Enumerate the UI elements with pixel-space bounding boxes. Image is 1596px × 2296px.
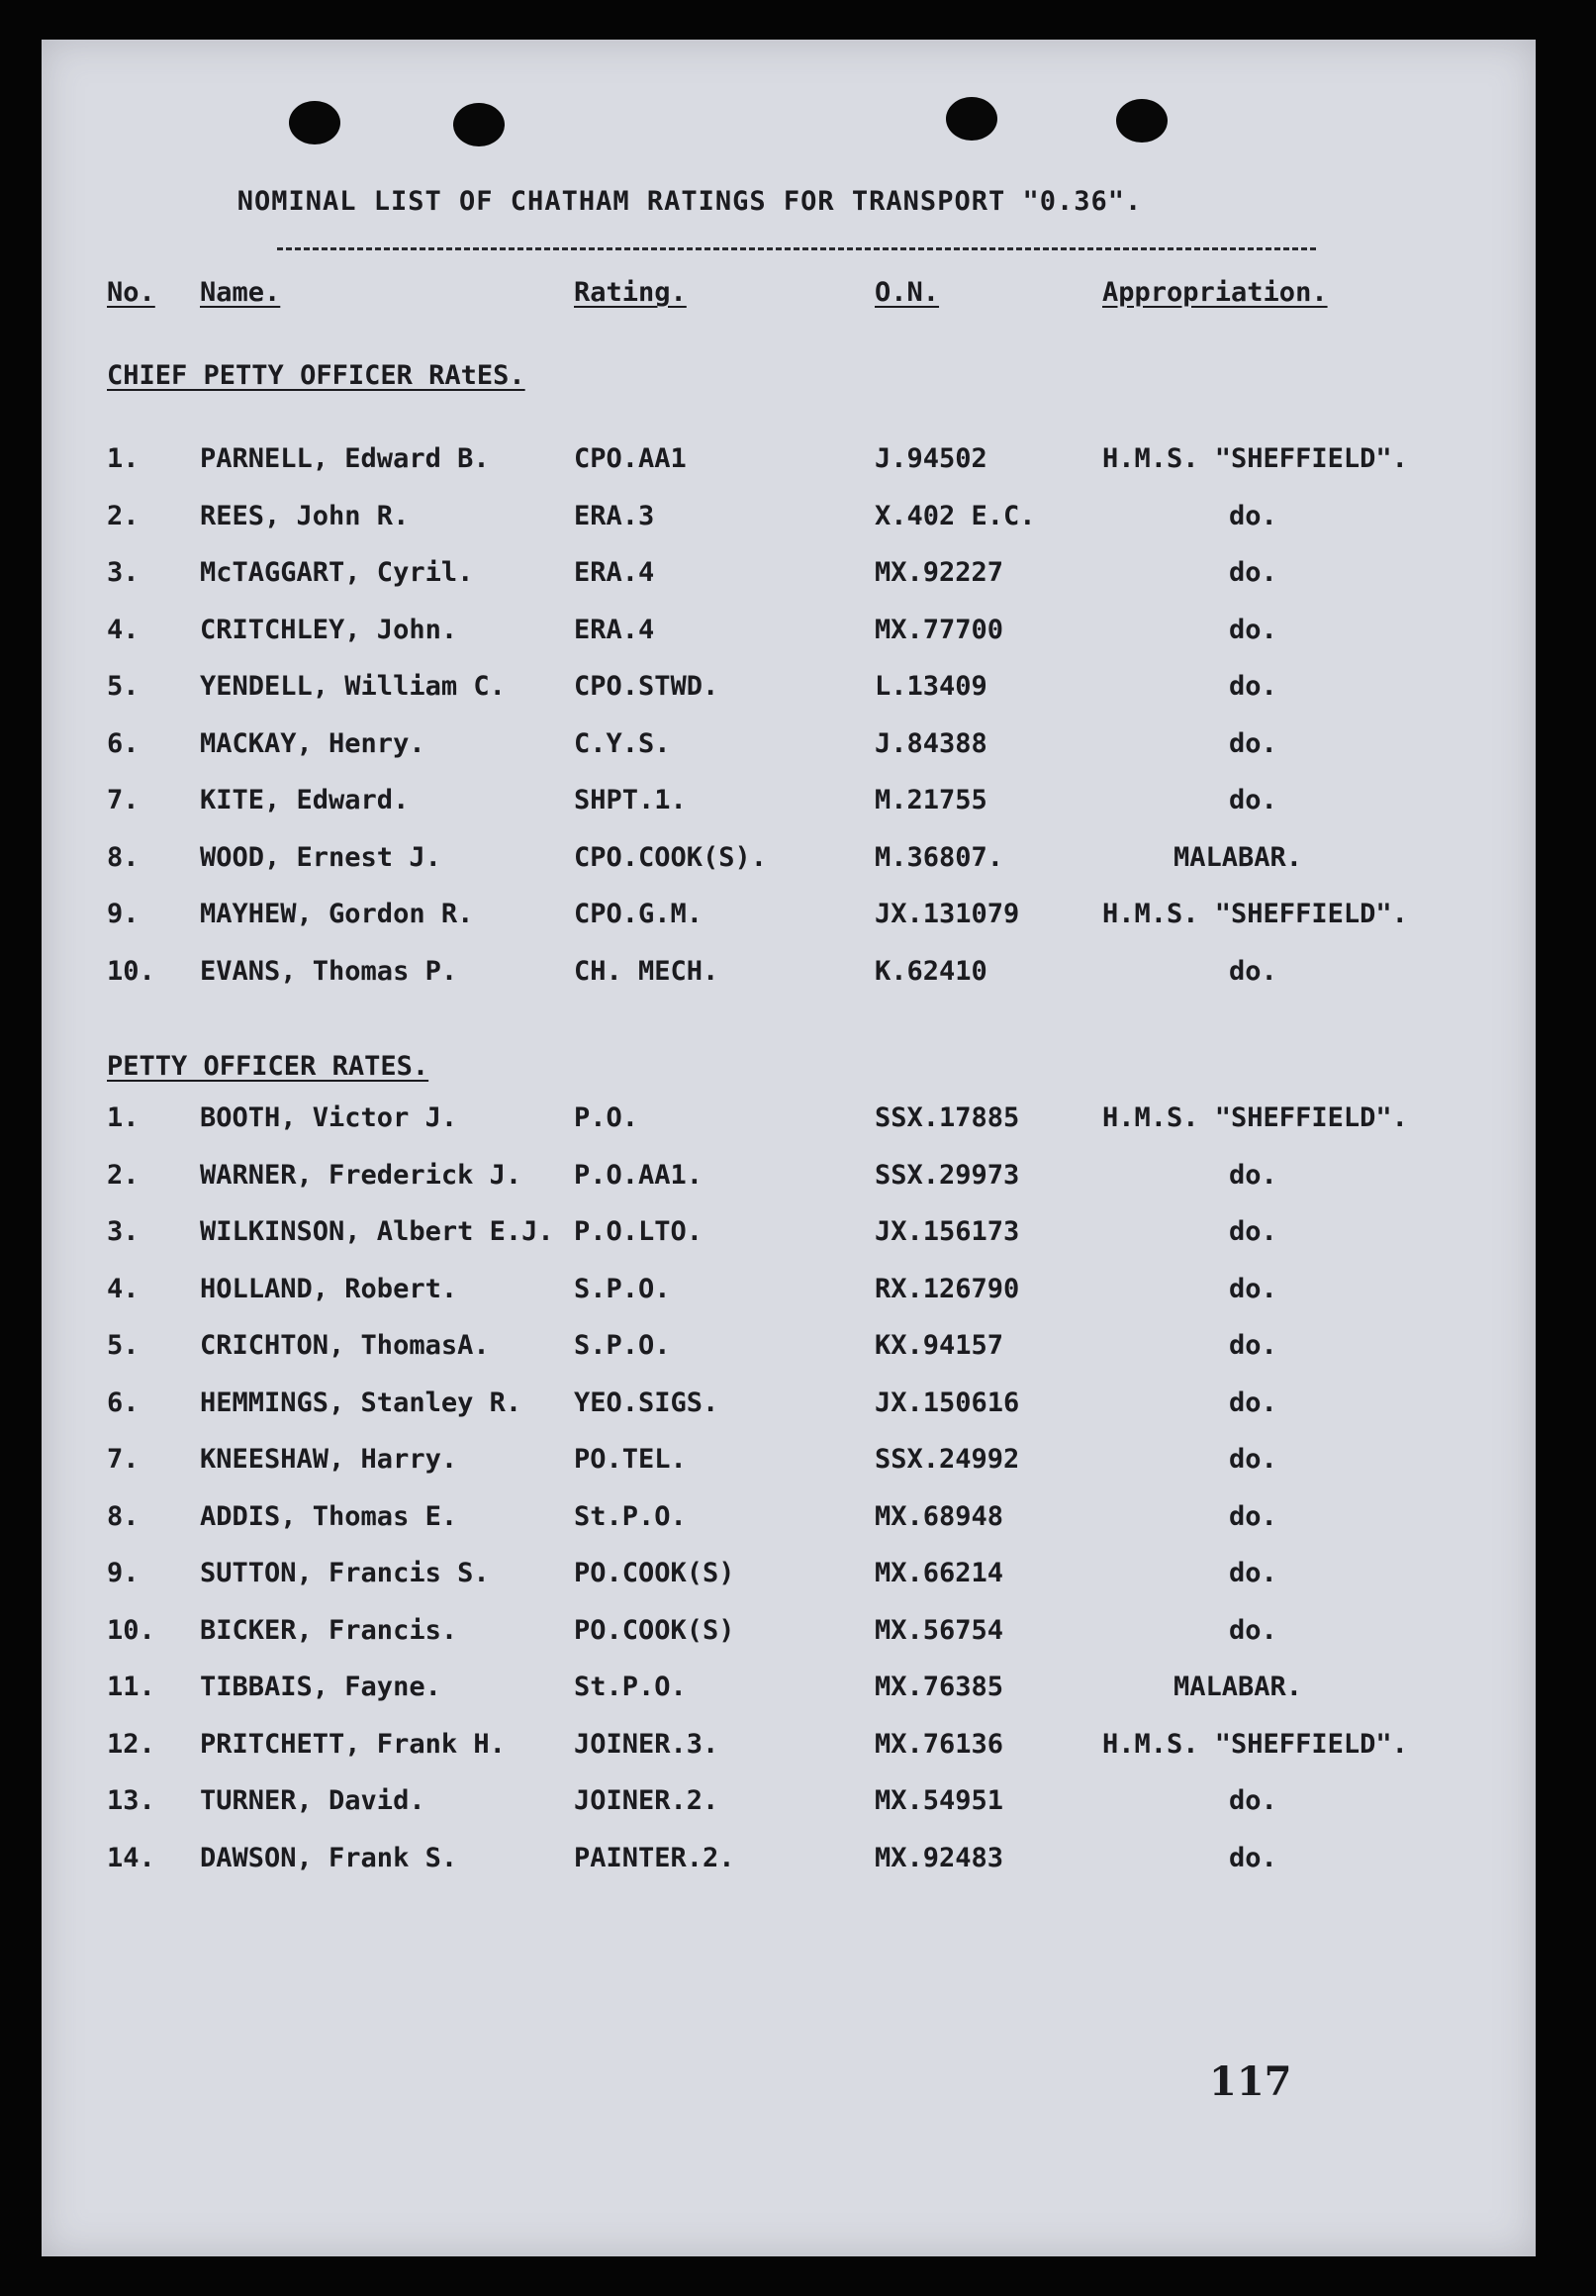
row-appropriation: do. xyxy=(1229,785,1277,815)
row-rating: PO.COOK(S) xyxy=(574,1614,735,1646)
row-name: KNEESHAW, Harry. xyxy=(200,1444,458,1475)
row-official-number: J.94502 xyxy=(875,443,987,474)
row-name: TIBBAIS, Fayne. xyxy=(200,1672,441,1702)
row-appropriation: do. xyxy=(1229,1500,1277,1532)
row-official-number: M.36807. xyxy=(875,841,1004,873)
row-name: TURNER, David. xyxy=(200,1785,425,1816)
row-number: 12. xyxy=(107,1728,155,1760)
table-row xyxy=(42,1216,1536,1256)
row-number: 8. xyxy=(107,841,140,873)
row-number: 10. xyxy=(107,1614,155,1646)
row-official-number: MX.76385 xyxy=(875,1672,1004,1702)
row-rating: P.O. xyxy=(574,1102,639,1133)
row-rating: CPO.STWD. xyxy=(574,671,719,702)
row-name: SUTTON, Francis S. xyxy=(200,1558,490,1588)
table-row xyxy=(42,615,1536,654)
table-row xyxy=(42,1672,1536,1711)
header-no: No. xyxy=(107,277,155,308)
table-row xyxy=(42,785,1536,824)
row-number: 3. xyxy=(107,557,140,588)
row-appropriation: H.M.S. "SHEFFIELD". xyxy=(1102,443,1408,474)
row-name: MACKAY, Henry. xyxy=(200,727,425,759)
row-name: YENDELL, William C. xyxy=(200,671,506,702)
row-official-number: SSX.24992 xyxy=(875,1444,1020,1475)
header-on: O.N. xyxy=(875,277,940,308)
row-name: PARNELL, Edward B. xyxy=(200,443,490,474)
row-name: HEMMINGS, Stanley R. xyxy=(200,1387,522,1418)
row-rating: P.O.AA1. xyxy=(574,1159,704,1191)
row-number: 6. xyxy=(107,1387,140,1418)
row-rating: PO.COOK(S) xyxy=(574,1558,735,1588)
section-heading: CHIEF PETTY OFFICER RAtES. xyxy=(107,360,525,391)
document-page xyxy=(42,40,1536,2256)
table-row xyxy=(42,1274,1536,1313)
header-rating: Rating. xyxy=(574,277,687,308)
row-number: 6. xyxy=(107,727,140,759)
row-official-number: MX.54951 xyxy=(875,1785,1004,1816)
page-number: 117 xyxy=(1209,2058,1292,2105)
section-heading: PETTY OFFICER RATES. xyxy=(107,1051,429,1082)
table-row xyxy=(42,557,1536,597)
row-rating: CPO.G.M. xyxy=(574,899,704,929)
row-official-number: JX.150616 xyxy=(875,1387,1020,1418)
table-row xyxy=(42,671,1536,711)
row-number: 9. xyxy=(107,1558,140,1588)
table-row xyxy=(42,443,1536,483)
row-name: WARNER, Frederick J. xyxy=(200,1159,522,1191)
table-row xyxy=(42,1330,1536,1370)
header-name: Name. xyxy=(200,277,281,308)
table-row xyxy=(42,1729,1536,1769)
row-rating: JOINER.2. xyxy=(574,1785,719,1816)
row-appropriation: do. xyxy=(1229,557,1277,588)
table-row xyxy=(42,956,1536,996)
row-name: HOLLAND, Robert. xyxy=(200,1273,458,1304)
row-appropriation: do. xyxy=(1229,1216,1277,1247)
row-official-number: SSX.17885 xyxy=(875,1102,1020,1133)
punch-hole xyxy=(289,101,340,144)
row-official-number: L.13409 xyxy=(875,671,987,702)
row-official-number: M.21755 xyxy=(875,785,987,815)
row-appropriation: do. xyxy=(1229,614,1277,645)
row-appropriation: H.M.S. "SHEFFIELD". xyxy=(1102,1102,1408,1133)
row-rating: St.P.O. xyxy=(574,1672,687,1702)
row-appropriation: MALABAR. xyxy=(1174,841,1303,873)
row-official-number: SSX.29973 xyxy=(875,1159,1020,1191)
row-official-number: MX.92227 xyxy=(875,557,1004,588)
row-appropriation: do. xyxy=(1229,1444,1277,1475)
row-rating: S.P.O. xyxy=(574,1330,671,1361)
table-row xyxy=(42,728,1536,768)
row-number: 11. xyxy=(107,1672,155,1702)
row-rating: S.P.O. xyxy=(574,1273,671,1304)
row-rating: PO.TEL. xyxy=(574,1444,687,1475)
row-rating: SHPT.1. xyxy=(574,785,687,815)
row-name: KITE, Edward. xyxy=(200,785,410,815)
row-rating: CPO.COOK(S). xyxy=(574,841,768,873)
header-appropriation: Appropriation. xyxy=(1102,277,1328,308)
row-rating: YEO.SIGS. xyxy=(574,1387,719,1418)
row-official-number: KX.94157 xyxy=(875,1330,1004,1361)
row-rating: ERA.4 xyxy=(574,614,655,645)
row-appropriation: H.M.S. "SHEFFIELD". xyxy=(1102,899,1408,929)
table-row xyxy=(42,1160,1536,1199)
row-appropriation: do. xyxy=(1229,1842,1277,1873)
row-official-number: JX.131079 xyxy=(875,899,1020,929)
row-rating: P.O.LTO. xyxy=(574,1216,704,1247)
row-appropriation: do. xyxy=(1229,727,1277,759)
row-rating: CH. MECH. xyxy=(574,955,719,987)
row-number: 1. xyxy=(107,1102,140,1133)
row-name: McTAGGART, Cyril. xyxy=(200,557,474,588)
row-number: 8. xyxy=(107,1500,140,1532)
row-number: 5. xyxy=(107,671,140,702)
row-official-number: MX.68948 xyxy=(875,1500,1004,1532)
row-rating: PAINTER.2. xyxy=(574,1842,735,1873)
row-rating: St.P.O. xyxy=(574,1500,687,1532)
row-official-number: MX.92483 xyxy=(875,1842,1004,1873)
row-number: 1. xyxy=(107,443,140,474)
column-headers xyxy=(42,277,1536,317)
row-appropriation: do. xyxy=(1229,1614,1277,1646)
row-number: 13. xyxy=(107,1785,155,1816)
document-title: NOMINAL LIST OF CHATHAM RATINGS FOR TRANSPORT "0.36". xyxy=(236,186,1143,217)
row-number: 3. xyxy=(107,1216,140,1247)
row-appropriation: do. xyxy=(1229,1159,1277,1191)
punch-hole xyxy=(946,97,997,141)
row-name: BICKER, Francis. xyxy=(200,1614,458,1646)
row-official-number: X.402 E.C. xyxy=(875,500,1036,531)
table-row xyxy=(42,1785,1536,1825)
row-name: MAYHEW, Gordon R. xyxy=(200,899,474,929)
title-rule xyxy=(277,247,1316,250)
row-name: EVANS, Thomas P. xyxy=(200,955,458,987)
row-appropriation: do. xyxy=(1229,671,1277,702)
punch-hole xyxy=(453,103,505,146)
table-row xyxy=(42,501,1536,540)
row-rating: JOINER.3. xyxy=(574,1728,719,1760)
row-name: DAWSON, Frank S. xyxy=(200,1842,458,1873)
row-appropriation: do. xyxy=(1229,1330,1277,1361)
row-official-number: J.84388 xyxy=(875,727,987,759)
row-official-number: K.62410 xyxy=(875,955,987,987)
row-name: WOOD, Ernest J. xyxy=(200,841,441,873)
row-rating: C.Y.S. xyxy=(574,727,671,759)
row-appropriation: do. xyxy=(1229,1558,1277,1588)
row-official-number: RX.126790 xyxy=(875,1273,1020,1304)
row-number: 4. xyxy=(107,614,140,645)
row-number: 10. xyxy=(107,955,155,987)
row-name: REES, John R. xyxy=(200,500,410,531)
row-official-number: MX.77700 xyxy=(875,614,1004,645)
punch-hole xyxy=(1116,99,1168,143)
table-row xyxy=(42,1387,1536,1427)
row-appropriation: H.M.S. "SHEFFIELD". xyxy=(1102,1728,1408,1760)
row-number: 7. xyxy=(107,785,140,815)
row-official-number: JX.156173 xyxy=(875,1216,1020,1247)
row-rating: CPO.AA1 xyxy=(574,443,687,474)
row-number: 9. xyxy=(107,899,140,929)
row-official-number: MX.76136 xyxy=(875,1728,1004,1760)
table-row xyxy=(42,1102,1536,1142)
row-number: 2. xyxy=(107,1159,140,1191)
table-row xyxy=(42,842,1536,882)
row-number: 4. xyxy=(107,1273,140,1304)
row-number: 5. xyxy=(107,1330,140,1361)
row-name: ADDIS, Thomas E. xyxy=(200,1500,458,1532)
row-name: BOOTH, Victor J. xyxy=(200,1102,458,1133)
row-name: WILKINSON, Albert E.J. xyxy=(200,1216,554,1247)
table-row xyxy=(42,1558,1536,1597)
row-name: CRITCHLEY, John. xyxy=(200,614,458,645)
row-appropriation: do. xyxy=(1229,1387,1277,1418)
row-name: CRICHTON, ThomasA. xyxy=(200,1330,490,1361)
row-number: 2. xyxy=(107,500,140,531)
table-row xyxy=(42,1501,1536,1541)
row-appropriation: do. xyxy=(1229,500,1277,531)
row-number: 7. xyxy=(107,1444,140,1475)
row-number: 14. xyxy=(107,1842,155,1873)
row-rating: ERA.3 xyxy=(574,500,655,531)
row-appropriation: MALABAR. xyxy=(1174,1672,1303,1702)
row-rating: ERA.4 xyxy=(574,557,655,588)
table-row xyxy=(42,899,1536,938)
row-appropriation: do. xyxy=(1229,955,1277,987)
table-row xyxy=(42,1615,1536,1655)
row-name: PRITCHETT, Frank H. xyxy=(200,1728,506,1760)
row-appropriation: do. xyxy=(1229,1785,1277,1816)
table-row xyxy=(42,1444,1536,1483)
row-official-number: MX.66214 xyxy=(875,1558,1004,1588)
row-official-number: MX.56754 xyxy=(875,1614,1004,1646)
table-row xyxy=(42,1843,1536,1882)
row-appropriation: do. xyxy=(1229,1273,1277,1304)
